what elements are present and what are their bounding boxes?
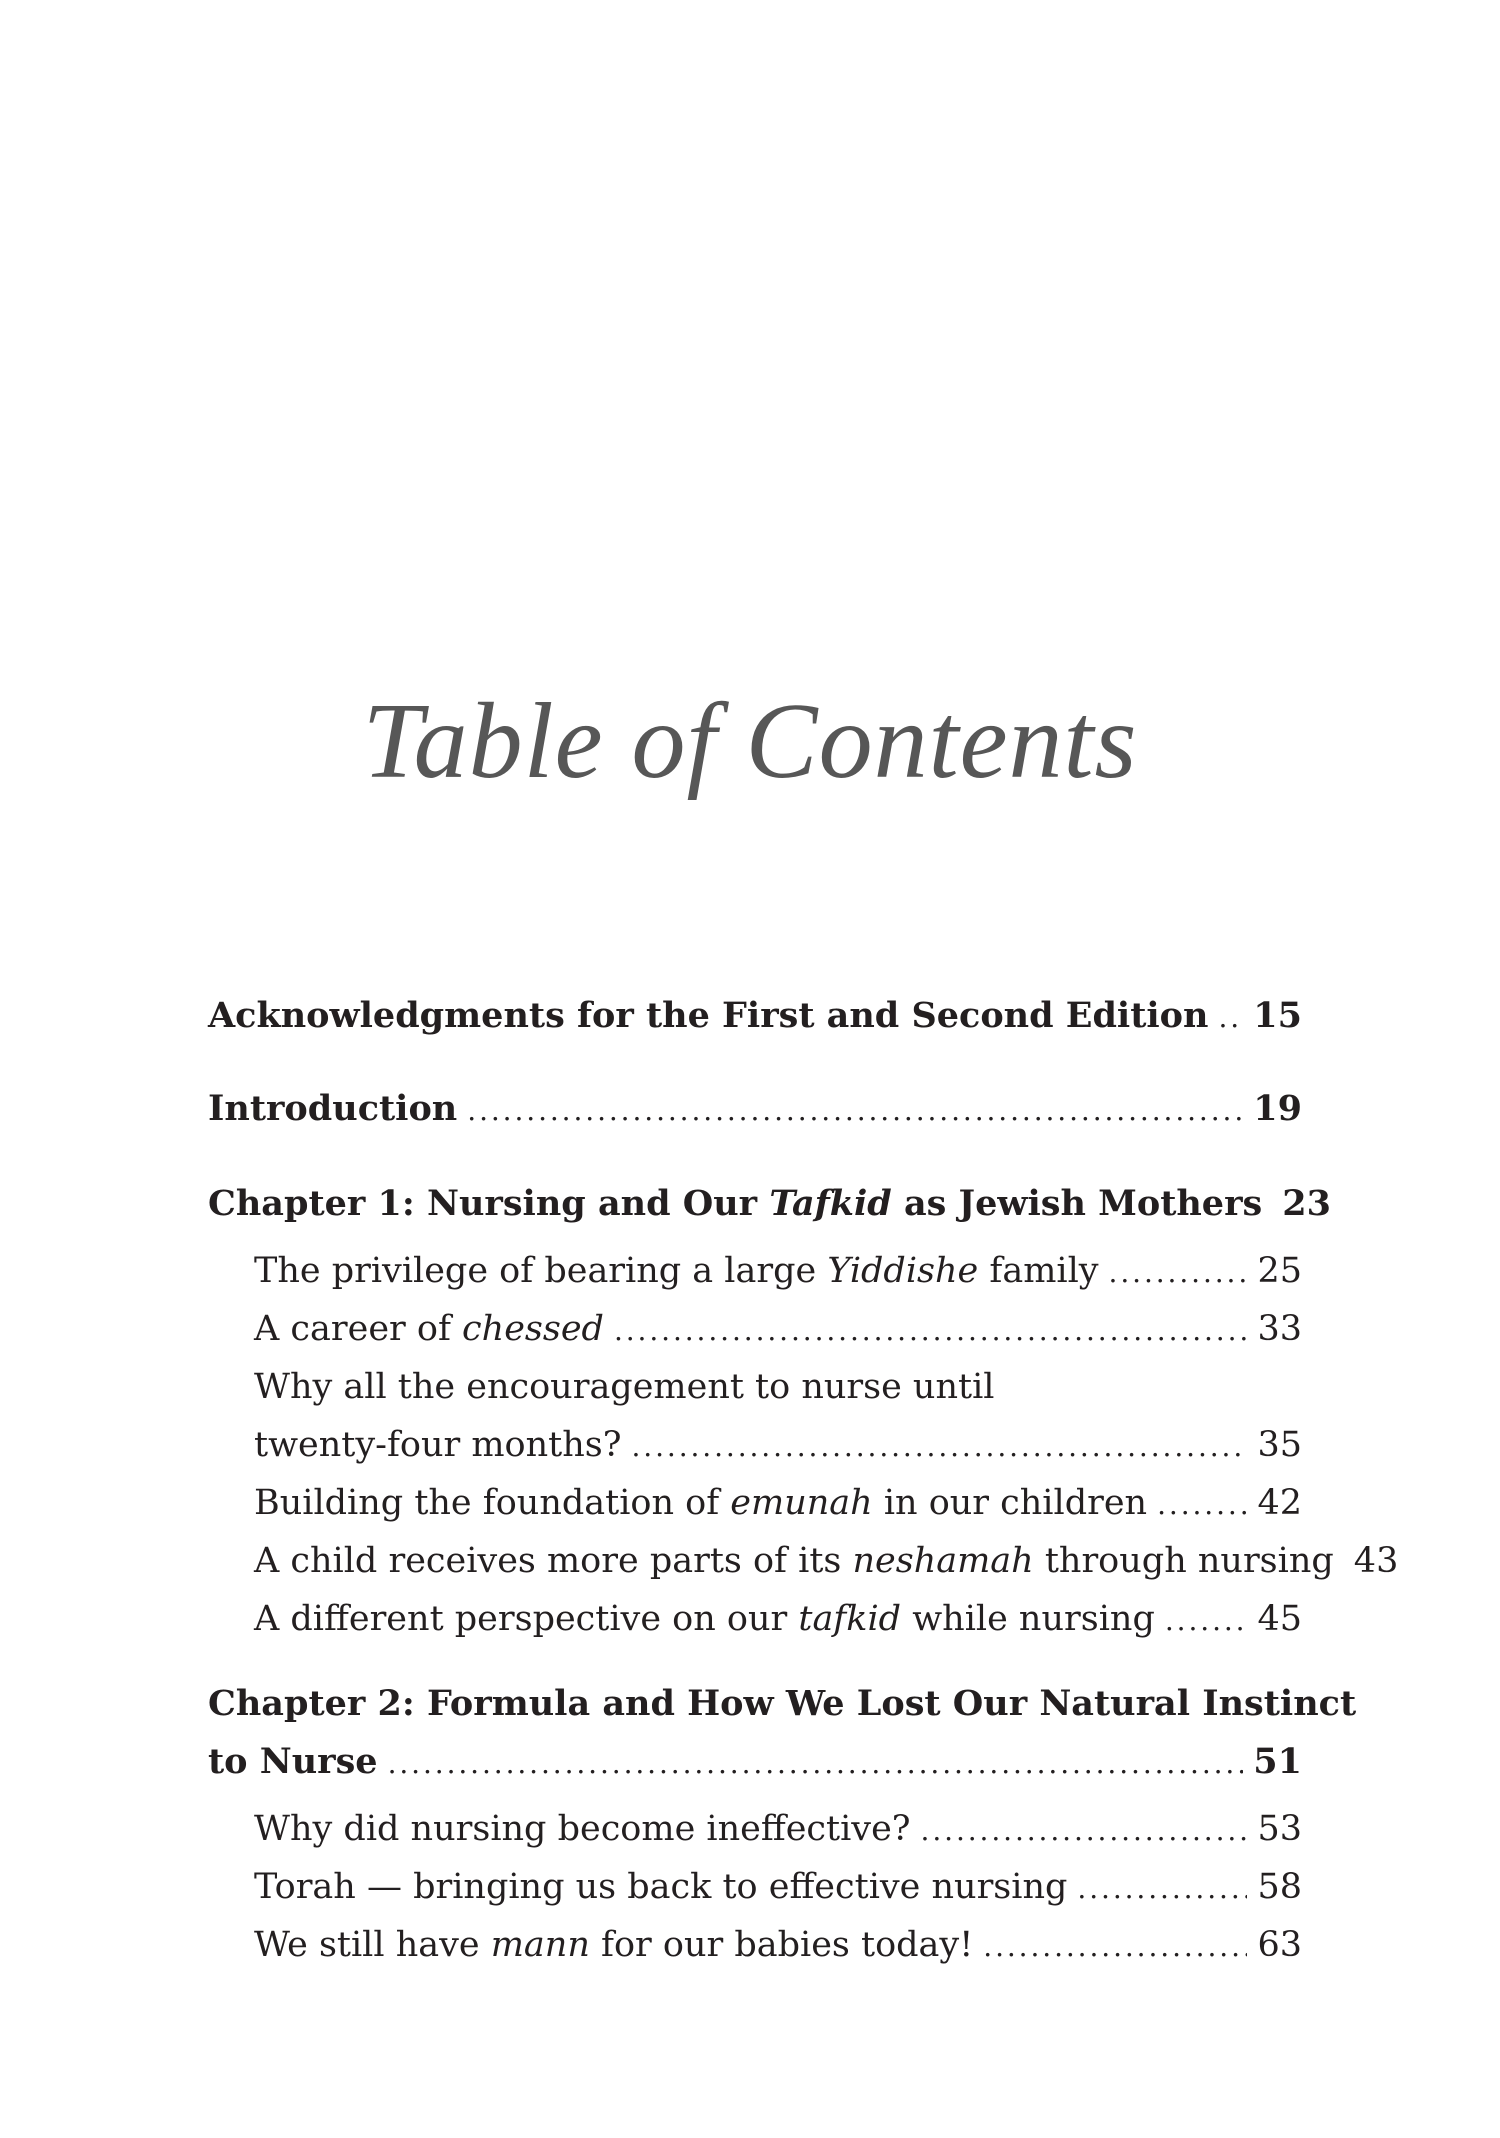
toc-subentry[interactable] (254, 1477, 1302, 1529)
toc-subentry[interactable] (254, 1919, 1302, 1971)
dot-leader (1109, 1245, 1248, 1299)
toc-page-number: 23 (1282, 1183, 1331, 1224)
toc-entry-label: Torah — bringing us back to effective nursing (254, 1867, 1068, 1907)
toc-page-number: 35 (1257, 1425, 1302, 1465)
dot-leader (388, 1736, 1244, 1790)
toc-subentry[interactable] (254, 1535, 1399, 1587)
toc-entry-label: to Nurse (208, 1741, 378, 1782)
toc-page-number: 51 (1253, 1741, 1302, 1782)
toc-entry-label: Introduction (208, 1088, 458, 1129)
toc-page-number: 43 (1353, 1541, 1399, 1581)
toc-entry-label: Chapter 2: Formula and How We Lost Our Natural Instinct (208, 1683, 1357, 1724)
toc-entry-chapter-2-line-2[interactable] (208, 1736, 1302, 1788)
toc-entry-label: Acknowledgments for the First and Second Edition (208, 995, 1209, 1036)
dot-leader (1157, 1477, 1247, 1531)
dot-leader (1218, 990, 1243, 1044)
toc-subentry[interactable] (254, 1303, 1302, 1355)
toc-subentry[interactable] (254, 1593, 1302, 1645)
toc-page-number: 58 (1257, 1867, 1302, 1907)
toc-subentry[interactable] (254, 1245, 1302, 1297)
toc-page-number: 63 (1257, 1925, 1302, 1965)
toc-entry-introduction[interactable] (208, 1083, 1302, 1135)
toc-subentry-line-1[interactable] (254, 1361, 1302, 1413)
toc-entry-label: We still have mann for our babies today! (254, 1925, 974, 1965)
dot-leader (467, 1083, 1243, 1137)
toc-page-number: 45 (1257, 1599, 1302, 1639)
toc-entry-label: twenty-four months? (254, 1425, 622, 1465)
toc-subentry-line-2[interactable] (254, 1419, 1302, 1471)
toc-entry-label: Why all the encouragement to nurse until (254, 1367, 995, 1407)
toc-page-number: 25 (1257, 1251, 1302, 1291)
toc-entry-label: A career of chessed (254, 1309, 604, 1349)
toc-entry-label: Why did nursing become ineffective? (254, 1809, 911, 1849)
toc-subentry[interactable] (254, 1803, 1302, 1855)
toc-entry-label: Chapter 1: Nursing and Our Tafkid as Jewish Mothers (208, 1183, 1263, 1224)
toc-subentry[interactable] (254, 1861, 1302, 1913)
toc-entry-acknowledgments[interactable] (208, 990, 1302, 1042)
page-title: Table of Contents (362, 682, 1138, 801)
toc-page-number: 19 (1253, 1088, 1302, 1129)
toc-entry-label: Building the foundation of emunah in our children (254, 1483, 1148, 1523)
toc-entry-chapter-1[interactable] (208, 1178, 1331, 1230)
toc-page-number: 33 (1257, 1309, 1302, 1349)
dot-leader (614, 1303, 1248, 1357)
dot-leader (1165, 1593, 1248, 1647)
toc-entry-label: A different perspective on our tafkid while nursing (254, 1599, 1155, 1639)
dot-leader (921, 1803, 1248, 1857)
toc-page-number: 53 (1257, 1809, 1302, 1849)
toc-page-number: 15 (1253, 995, 1302, 1036)
toc-entry-label: The privilege of bearing a large Yiddishe family (254, 1251, 1099, 1291)
toc-page-number: 42 (1257, 1483, 1302, 1523)
dot-leader (1077, 1861, 1247, 1915)
toc-entry-chapter-2-line-1[interactable] (208, 1678, 1357, 1730)
dot-leader (632, 1419, 1248, 1473)
toc-entry-label: A child receives more parts of its neshamah through nursing (254, 1541, 1334, 1581)
dot-leader (983, 1919, 1247, 1973)
